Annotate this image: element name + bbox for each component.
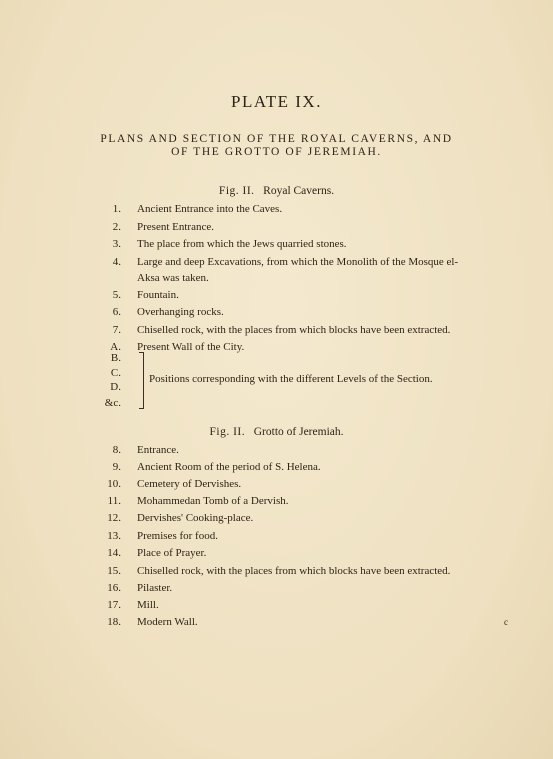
list-item-number: 9. <box>112 461 121 473</box>
list-item-text: The place from which the Jews quarried stones. <box>137 238 347 250</box>
list-item-text: Present Entrance. <box>137 221 214 233</box>
list-item-number: 11. <box>107 495 121 507</box>
fig1-title: Royal Caverns. <box>263 185 335 197</box>
list-item-text: Chiselled rock, with the places from which blocks have been extracted. <box>137 324 451 336</box>
list-item-text: Ancient Entrance into the Caves. <box>137 203 283 215</box>
fig1-heading <box>0 185 553 197</box>
list-item-text: Mohammedan Tomb of a Dervish. <box>137 495 289 507</box>
list-item-text: Ancient Room of the period of S. Helena. <box>137 461 321 473</box>
fig2-label: Fig. II. <box>209 426 246 438</box>
list-item-number: 2. <box>112 221 121 233</box>
list-item-text: Pilaster. <box>137 582 173 594</box>
plate-title: PLATE IX. <box>231 92 322 111</box>
list-item-number: 17. <box>107 599 121 611</box>
list-item-number: 15. <box>107 565 121 577</box>
list-item-number: 12. <box>107 512 121 524</box>
subtitle-line-1: PLANS AND SECTION OF THE ROYAL CAVERNS, AND <box>100 133 453 145</box>
list-item-text: Dervishes' Cooking-place. <box>137 512 254 524</box>
bracket-label: D. <box>110 381 121 393</box>
list-item-number: 10. <box>107 478 121 490</box>
fig2-heading <box>0 426 553 438</box>
list-item-text: Entrance. <box>137 444 179 456</box>
list-item-text: Mill. <box>137 599 159 611</box>
list-item-number: 3. <box>112 238 121 250</box>
list-item-number: 13. <box>107 530 121 542</box>
list-item-text: Chiselled rock, with the places from which blocks have been extracted. <box>137 565 451 577</box>
bracket-brace <box>135 352 144 409</box>
list-item-text: Present Wall of the City. <box>137 341 245 353</box>
signature-mark: c <box>504 617 508 627</box>
fig2-title: Grotto of Jeremiah. <box>253 426 344 438</box>
list-item-number: 8. <box>112 444 121 456</box>
bracket-text: Positions corresponding with the different Levels of the Section. <box>149 373 433 385</box>
list-item-number: 14. <box>107 547 121 559</box>
bracket-label: &c. <box>104 397 121 409</box>
list-item-number: 7. <box>112 324 121 336</box>
list-item-text: Overhanging rocks. <box>137 306 224 318</box>
bracket-label: C. <box>110 367 121 379</box>
list-item-text: Large and deep Excavations, from which the Monolith of the Mosque el-Aksa was taken. <box>137 256 459 284</box>
bracket-label: B. <box>110 352 121 364</box>
list-item-number: 16. <box>107 582 121 594</box>
list-item-text: Modern Wall. <box>137 616 198 628</box>
list-item-text: Cemetery of Dervishes. <box>137 478 242 490</box>
list-item-text: Premises for food. <box>137 530 218 542</box>
subtitle-line-2: OF THE GROTTO OF JEREMIAH. <box>171 146 382 158</box>
list-item-number: 5. <box>112 289 121 301</box>
list-item-text: Fountain. <box>137 289 179 301</box>
list-item-number: 18. <box>107 616 121 628</box>
fig1-label: Fig. II. <box>218 185 255 197</box>
list-item-number: A. <box>110 341 121 353</box>
list-item-text: Place of Prayer. <box>137 547 207 559</box>
list-item-number: 6. <box>112 306 121 318</box>
list-item-number: 4. <box>112 256 121 268</box>
list-item-number: 1. <box>112 203 121 215</box>
